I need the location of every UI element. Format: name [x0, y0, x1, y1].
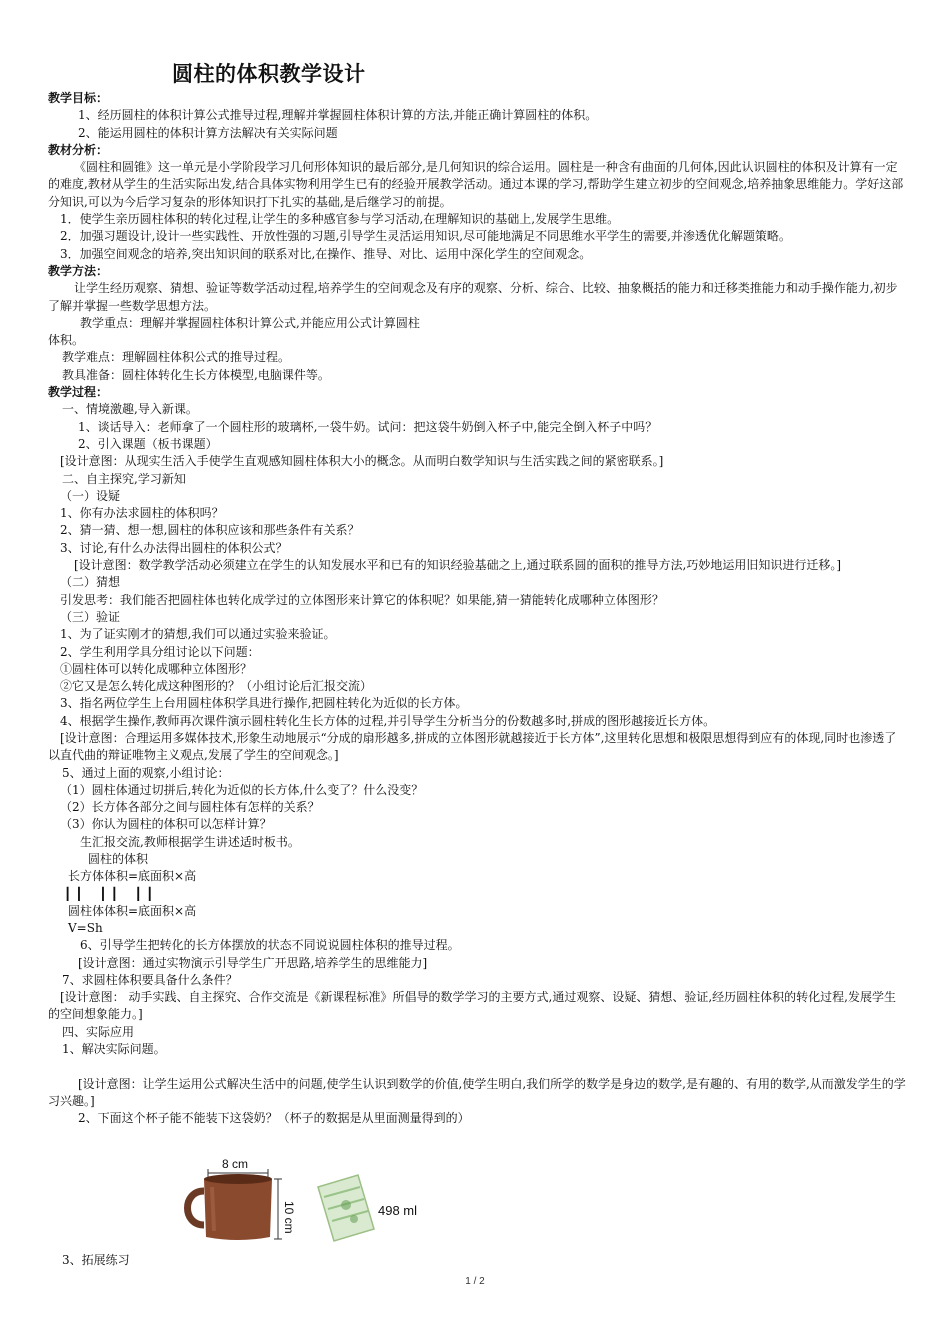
body-line: [设计意图：数学教学活动必须建立在学生的认知发展水平和已有的知识经验基础之上,通过联系圆的面积的推导方法,巧妙地运用旧知识进行迁移。] [74, 558, 841, 573]
body-line: （3）你认为圆柱的体积可以怎样计算？ [60, 817, 272, 832]
body-line: 3．加强空间观念的培养,突出知识间的联系对比,在操作、推导、对比、运用中深化学生的空间观念。 [60, 246, 592, 261]
body-line: 让学生经历观察、猜想、验证等数学活动过程,培养学生的空间观念及有序的观察、分析、综合、比较、抽象概括的能力和迁移类推能力和动手操作能力,初步了解并掌握一些数学思想方法。 [48, 281, 898, 313]
cup-and-milk-figure [178, 1157, 434, 1247]
body-line: 2、猜一猜、想一想,圆柱的体积应该和那些条件有关系？ [60, 523, 360, 538]
body-line: （2）长方体各部分之间与圆柱体有怎样的关系？ [60, 800, 320, 815]
body-line: [设计意图： 动手实践、自主探究、合作交流是《新课程标准》所倡导的数学学习的主要方式,通过观察、设疑、猜想、验证,经历圆柱体积的转化过程,发展学生的空间想象能力。] [48, 990, 896, 1022]
cup-and-milk-illustration [178, 1157, 434, 1247]
body-line: （三）验证 [60, 609, 121, 624]
body-line: 教具准备：圆柱体转化生长方体模型,电脑课件等。 [62, 367, 330, 382]
body-line: 2、下面这个杯子能不能装下这袋奶？（杯子的数据是从里面测量得到的） [78, 1111, 470, 1126]
body-line: [设计意图：从现实生活入手使学生直观感知圆柱体积大小的概念。从而明白数学知识与生活实践之间的紧密联系。] [60, 454, 664, 469]
body-line [48, 1058, 906, 1075]
body-line: ┃ ┃ ┃ ┃ ┃ ┃ [64, 886, 154, 901]
body-line: 教学重点：理解并掌握圆柱体积计算公式,并能应用公式计算圆柱 [80, 315, 420, 330]
section-heading: 教材分析： [48, 142, 109, 157]
body-line: 7、求圆柱体积要具备什么条件？ [62, 972, 238, 987]
body-line: 2、能运用圆柱的体积计算方法解决有关实际问题 [78, 125, 338, 140]
body-line: 教学难点：理解圆柱体积公式的推导过程。 [62, 350, 291, 365]
section-heading: 教学方法： [48, 263, 109, 278]
page-footer: 1 / 2 [465, 1276, 485, 1287]
body-line: V=Sh [68, 920, 103, 935]
cup-height-label: 10 cm [282, 1201, 296, 1234]
body-line: 生汇报交流,教师根据学生讲述适时板书。 [80, 834, 300, 849]
body-line: 3、指名两位学生上台用圆柱体积学具进行操作,把圆柱转化为近似的长方体。 [60, 696, 468, 711]
section-heading: 教学目标： [48, 91, 109, 105]
body-line: 圆柱体体积=底面积×高 [68, 903, 197, 918]
body-line: [设计意图：通过实物演示引导学生广开思路,培养学生的思维能力] [78, 955, 428, 970]
body-line: 体积。 [48, 333, 85, 348]
body-line: 圆柱的体积 [88, 852, 149, 867]
body-line: 二、自主探究,学习新知 [62, 471, 186, 486]
body-line: 2、引入课题（板书课题） [78, 436, 218, 451]
body-line: 《圆柱和圆锥》这一单元是小学阶段学习几何形体知识的最后部分,是几何知识的综合运用。圆柱是一种含有曲面的几何体,因此认识圆柱的体积及计算有一定的难度,教材从学生的生活实际出发,结合具体实物利用学生已有的经验开展教学活动。通过本课的学习,帮助学生建立初步的空间观念,培养抽象思维能力。学好这部分知识,可以为今后学习复杂的形体知识打下扎实的基础,是后继学习的前提。 [48, 160, 904, 209]
cup-width-label: 8 cm [222, 1157, 249, 1171]
body-line: 1、为了证实刚才的猜想,我们可以通过实验来验证。 [60, 627, 336, 642]
milk-volume-label: 498 ml [378, 1203, 418, 1218]
body-line: 1、谈话导入：老师拿了一个圆柱形的玻璃杯,一袋牛奶。试问：把这袋牛奶倒入杯子中,能完全倒入杯子中吗？ [78, 419, 658, 434]
body-line: 1．使学生亲历圆柱体积的转化过程,让学生的多种感官参与学习活动,在理解知识的基础上,发展学生思维。 [60, 212, 620, 227]
body-line: 5、通过上面的观察,小组讨论： [62, 765, 230, 780]
body-line: 4、根据学生操作,教师再次课件演示圆柱转化生长方体的过程,并引导学生分析当分的份数越多时,拼成的图形越接近长方体。 [60, 713, 716, 728]
body-line: 3、讨论,有什么办法得出圆柱的体积公式？ [60, 540, 288, 555]
body-line: 长方体体积=底面积×高 [68, 869, 197, 884]
body-line: 1、经历圆柱的体积计算公式推导过程,理解并掌握圆柱体积计算的方法,并能正确计算圆柱的体积。 [78, 108, 598, 123]
body-line: 引发思考：我们能否把圆柱体也转化成学过的立体图形来计算它的体积呢？如果能,猜一猜能转化成哪种立体图形？ [60, 592, 664, 607]
extension-exercise: 3、拓展练习 [62, 1253, 130, 1267]
body-line: [设计意图：合理运用多媒体技术,形象生动地展示“分成的扇形越多,拼成的立体图形就越接近于长方体”,这里转化思想和极限思想得到应有的体现,同时也渗透了以直代曲的辩证唯物主义观点,发展了学生的空间观念。] [48, 730, 897, 763]
body-line: （一）设疑 [60, 488, 121, 503]
body-line: 1、解决实际问题。 [62, 1042, 166, 1057]
body-line: （1）圆柱体通过切拼后,转化为近似的长方体,什么变了？什么没变？ [60, 782, 424, 797]
body-line: （二）猜想 [60, 575, 121, 590]
body-line: 四、实际应用 [62, 1024, 135, 1039]
document-body [48, 90, 906, 1128]
body-line: [设计意图：让学生运用公式解决生活中的问题,使学生认识到数学的价值,使学生明白,我们所学的数学是身边的数学,是有趣的、有用的数学,从而激发学生的学习兴趣。] [48, 1076, 906, 1108]
body-line: ②它又是怎么转化成这种图形的？（小组讨论后汇报交流） [60, 679, 373, 694]
body-line: 6、引导学生把转化的长方体摆放的状态不同说说圆柱体积的推导过程。 [80, 938, 460, 953]
section-heading: 教学过程： [48, 385, 109, 400]
body-line: 2、学生利用学具分组讨论以下问题： [60, 644, 260, 659]
body-line: 1、你有办法求圆柱的体积吗？ [60, 506, 224, 521]
body-line: 2．加强习题设计,设计一些实践性、开放性强的习题,引导学生灵活运用知识,尽可能地满足不同思维水平学生的需要,并渗透优化解题策略。 [60, 229, 791, 244]
body-line: 一、情境激趣,导入新课。 [62, 402, 198, 417]
body-line: ①圆柱体可以转化成哪种立体图形？ [60, 661, 253, 676]
document-title: 圆柱的体积教学设计 [172, 62, 366, 86]
